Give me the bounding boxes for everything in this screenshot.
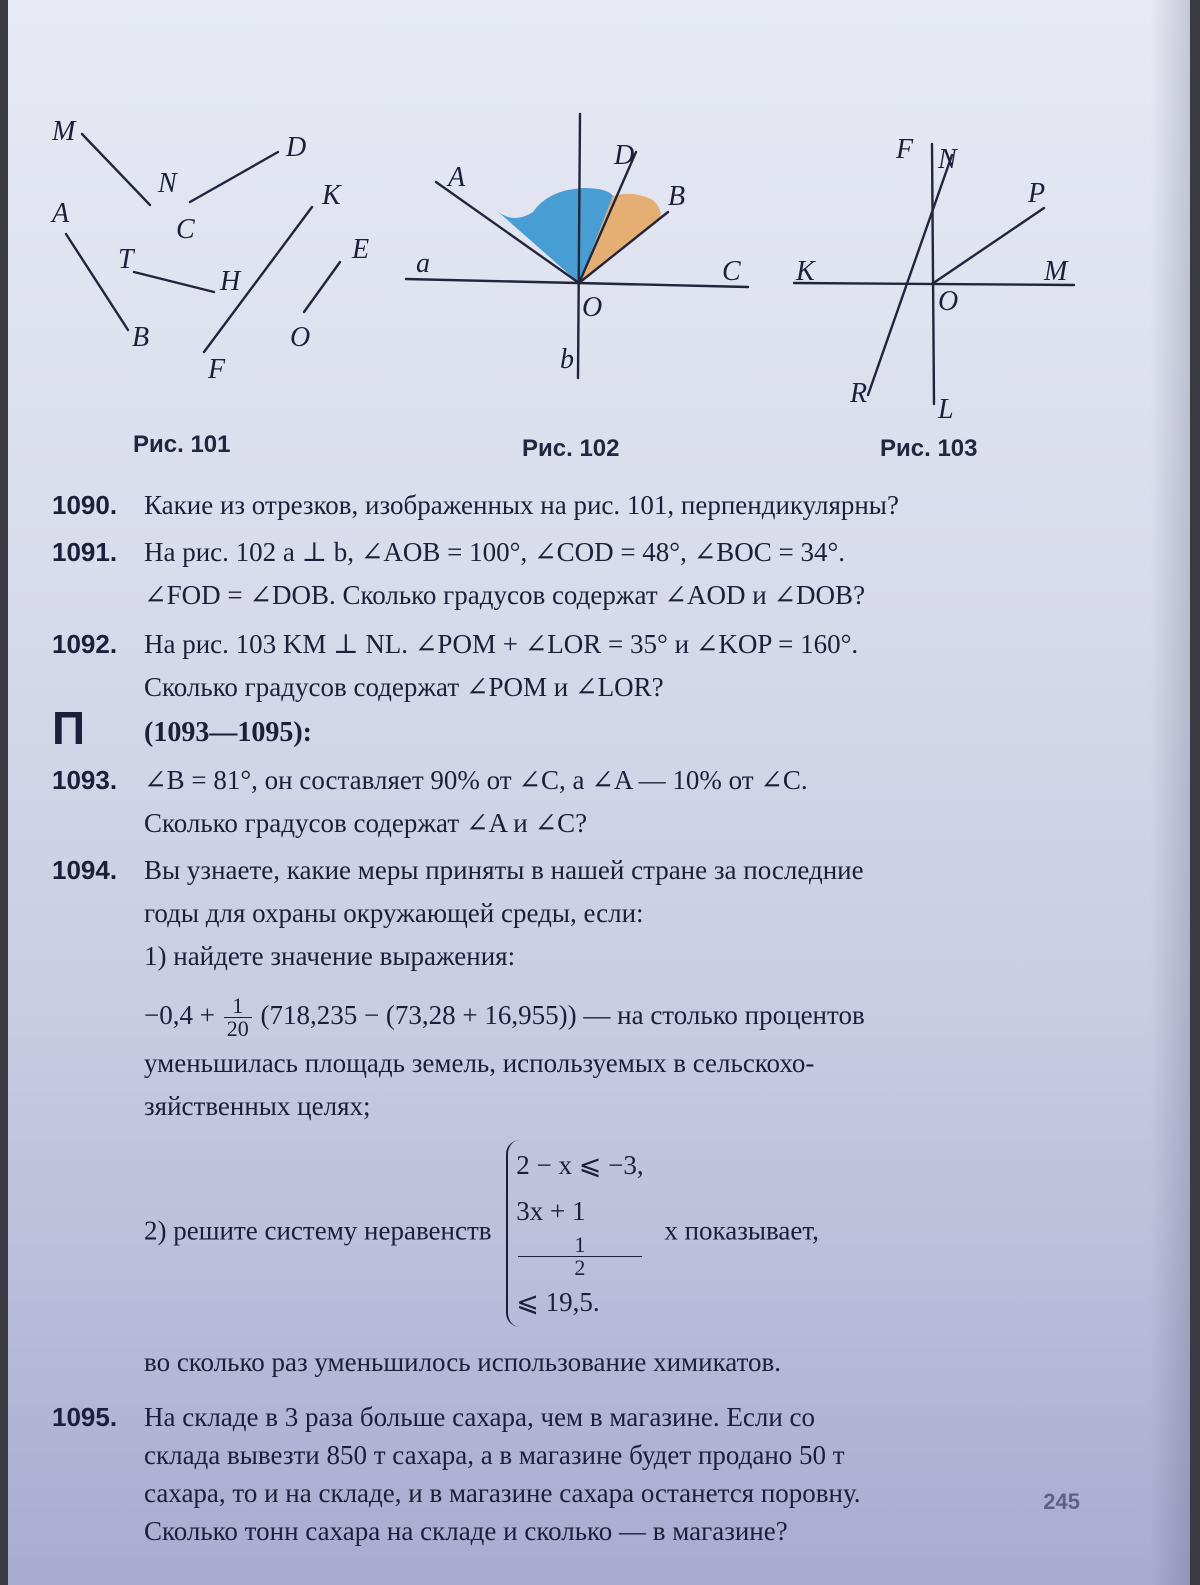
problem-text: склада вывезти 850 т сахара, а в магазине будет продано 50 т	[144, 1440, 845, 1470]
problems-text	[52, 484, 1092, 1550]
label-a: a	[416, 248, 430, 279]
inequality-2	[516, 1188, 643, 1325]
problem-item-1: 1) найдете значение выражения:	[144, 941, 516, 971]
problem-number: 1092.	[52, 629, 118, 659]
inequality-2-start: 3x + 1	[516, 1196, 586, 1226]
fraction-denominator: 2	[518, 1256, 641, 1279]
line-NL	[932, 144, 934, 404]
label-F: F	[208, 354, 226, 385]
label-M: M	[52, 116, 76, 147]
problem-text: На складе в 3 раза больше сахара, чем в магазине. Если со	[144, 1402, 816, 1432]
problem-text: На рис. 102 a ⊥ b, ∠AOB = 100°, ∠COD = 48°, ∠BOC = 34°.	[144, 537, 846, 567]
label-N: N	[938, 144, 957, 175]
label-K: K	[796, 256, 815, 287]
fraction-denominator: 20	[224, 1017, 252, 1040]
expression-line	[144, 988, 1092, 1042]
label-b: b	[560, 344, 574, 375]
problem-1094	[52, 849, 1092, 1384]
segment-TH	[134, 272, 214, 292]
label-D: D	[286, 132, 307, 163]
caption-fig-101: Рис. 101	[133, 431, 231, 458]
section-header	[52, 702, 1092, 759]
problem-number: 1091.	[52, 537, 118, 567]
inequality-1: 2 − x ⩽ −3,	[516, 1150, 644, 1180]
problem-1091	[52, 531, 1092, 617]
label-E: E	[352, 234, 370, 265]
label-O: O	[290, 322, 311, 353]
label-K: K	[322, 180, 341, 211]
figure-101	[50, 116, 369, 458]
label-A: A	[52, 198, 70, 229]
ray-OP	[932, 208, 1044, 284]
problem-1092	[52, 623, 1092, 709]
label-P: P	[1028, 178, 1046, 209]
problem-text: ∠B = 81°, он составляет 90% от ∠C, а ∠A — 10% от ∠C.	[144, 765, 808, 795]
expression-start: −0,4 +	[144, 1000, 215, 1030]
fraction-one-half	[518, 1234, 641, 1279]
problem-text: Сколько градусов содержат ∠POM и ∠LOR?	[144, 672, 664, 702]
problem-text: На рис. 103 KM ⊥ NL. ∠POM + ∠LOR = 35° и ∠KOP = 160°.	[144, 629, 859, 659]
section-mark: П	[52, 702, 86, 754]
problem-number: 1090.	[52, 490, 118, 520]
label-O: O	[582, 292, 603, 323]
fraction-numerator: 1	[574, 1232, 586, 1257]
section-range: (1093—1095):	[144, 717, 312, 748]
label-O: O	[938, 286, 959, 317]
inequality-system	[506, 1140, 643, 1327]
caption-fig-103: Рис. 103	[880, 435, 978, 462]
problem-1090	[52, 484, 1092, 527]
problem-text: сахара, то и на складе, и в магазине сахара останется поровну.	[144, 1478, 861, 1508]
inequality-2-end: ⩽ 19,5.	[516, 1287, 600, 1317]
page-number: 245	[1043, 1489, 1080, 1514]
label-A: A	[448, 162, 466, 193]
label-N: N	[158, 168, 177, 199]
problem-text: Сколько тонн сахара на складе и сколько — в магазине?	[144, 1516, 788, 1546]
label-T: T	[118, 244, 134, 275]
label-C: C	[722, 256, 741, 287]
problem-1093	[52, 759, 1092, 845]
line-FR	[868, 155, 952, 395]
label-L: L	[938, 394, 954, 425]
label-F: F	[896, 134, 914, 165]
fraction-numerator: 1	[232, 993, 244, 1019]
problem-text: зяйственных целях;	[144, 1091, 371, 1121]
label-B: B	[132, 322, 150, 353]
problem-text: Какие из отрезков, изображенных на рис. 101, перпендикулярны?	[144, 490, 899, 520]
item-2-continuation: x показывает,	[664, 1215, 819, 1246]
label-M: M	[1044, 256, 1068, 287]
label-B: B	[668, 181, 686, 212]
problem-text: во сколько раз уменьшилось использование химикатов.	[144, 1347, 782, 1377]
label-D: D	[614, 140, 635, 171]
line-b	[578, 114, 580, 378]
inequality-line	[144, 1140, 1092, 1327]
label-R: R	[850, 378, 868, 409]
figure-103	[794, 134, 1074, 462]
problem-text: годы для охраны окружающей среды, если:	[144, 898, 644, 928]
problem-number: 1095.	[52, 1402, 118, 1432]
textbook-page	[8, 0, 1190, 1585]
problem-text: Сколько градусов содержат ∠A и ∠C?	[144, 808, 588, 838]
label-H: H	[220, 266, 241, 297]
caption-fig-102: Рис. 102	[522, 435, 620, 462]
problem-text: уменьшилась площадь земель, используемых в сельскохо-	[144, 1048, 815, 1078]
figures-area	[8, 0, 1190, 480]
label-C: C	[176, 214, 195, 245]
problem-text: ∠FOD = ∠DOB. Сколько градусов содержат ∠AOD и ∠DOB?	[144, 580, 866, 610]
segment-CD	[190, 152, 278, 202]
item-2-text: 2) решите систему неравенств	[144, 1215, 492, 1246]
segment-MN	[82, 134, 150, 205]
problem-number: 1094.	[52, 855, 118, 885]
segment-EO	[304, 262, 340, 312]
fraction-one-twentieth	[224, 995, 252, 1040]
problem-number: 1093.	[52, 765, 118, 795]
figure-102	[406, 114, 748, 462]
problem-text: Вы узнаете, какие меры приняты в нашей стране за последние	[144, 855, 864, 885]
expression-rest: (718,235 − (73,28 + 16,955)) — на столько процентов	[260, 1000, 865, 1030]
problem-1095	[52, 1398, 1092, 1550]
